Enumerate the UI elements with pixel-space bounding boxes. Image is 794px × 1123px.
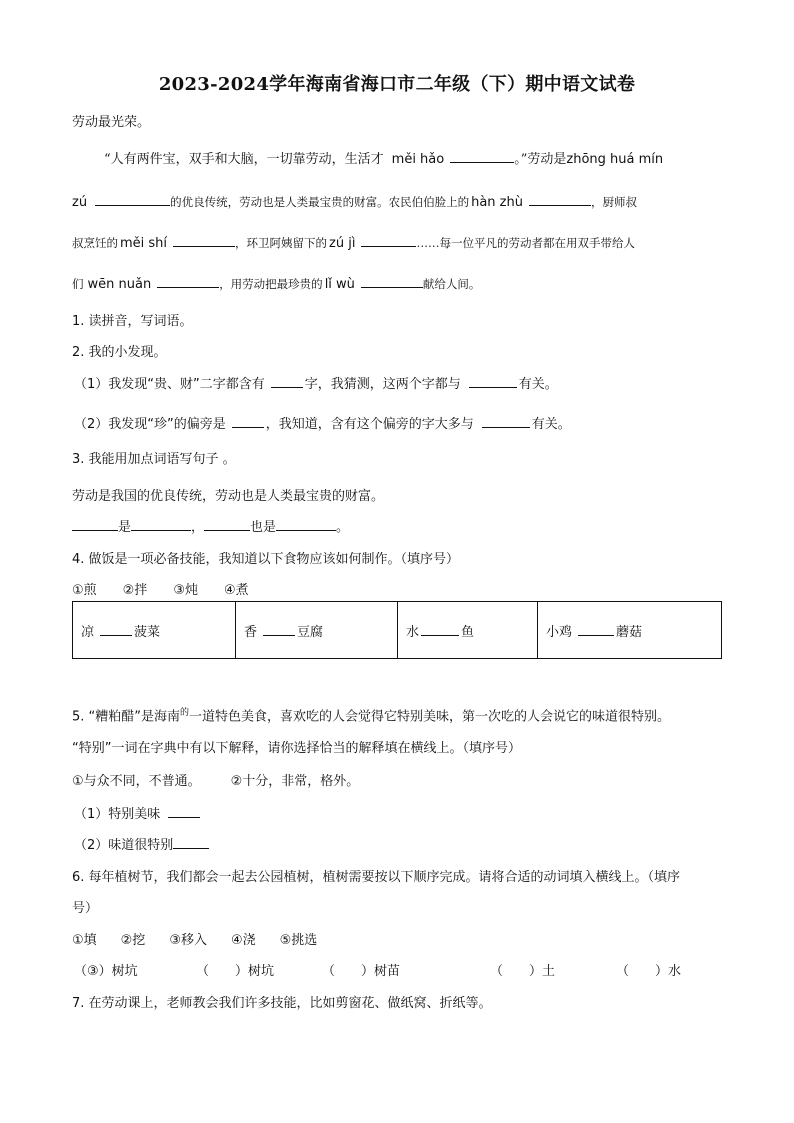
passage-text: ，用劳动把最珍贵的 [219,277,323,291]
answer-blank[interactable] [276,516,336,531]
pinyin: měi hǎo [391,152,445,167]
food-prefix: 小鸡 [546,624,573,640]
option: ③炖 [173,583,198,598]
question-6: 6. 每年植树节，我们都会一起去公园植树，植树需要按以下顺序完成。请将合适的动词填入横线上。（填序 [72,870,681,885]
pinyin: měi shí [120,236,168,251]
table-cell [538,602,722,659]
answer-blank[interactable] [72,516,118,531]
question-1: 1. 读拼音，写词语。 [72,314,193,329]
food-prefix: 香 [244,624,258,640]
option: ④煮 [223,583,249,598]
table-cell [236,602,398,659]
definition: ②十分，非常，格外。 [230,774,360,789]
option: ②拌 [122,583,148,598]
question-6-step-5: （ ）水 [616,964,682,979]
pinyin: zú [72,195,88,210]
answer-blank[interactable] [131,516,191,531]
answer-blank[interactable] [361,232,416,247]
question-2-1 [74,373,558,392]
pinyin: hàn zhù [471,195,523,210]
option: ③移入 [169,933,207,948]
answer-blank[interactable] [173,834,209,849]
question-2-2 [74,413,571,432]
table-cell [73,602,236,659]
question-4: 4. 做饭是一项必备技能，我知道以下食物应该如何制作。（填序号） [72,552,460,567]
question-text: （2）我发现“珍”的偏旁是 [74,417,226,432]
pinyin: zhōng huá mín [566,152,664,167]
question-text: 有关。 [531,417,571,432]
page-title: 2023-2024学年海南省海口市二年级（下）期中语文试卷 [158,74,636,95]
food-name: 鱼 [461,624,475,640]
answer-connector: 也是 [250,520,277,535]
passage-line-2 [72,191,637,210]
option: ⑤挑选 [279,933,318,948]
answer-blank[interactable] [168,803,200,818]
question-text: （1）特别美味 [74,807,161,822]
answer-connector: 。 [336,520,350,535]
food-name: 豆腐 [297,624,324,640]
question-3-answer [72,516,349,535]
answer-blank[interactable] [204,516,250,531]
pinyin: wēn nuǎn [87,277,152,292]
question-text: （1）我发现“贵、财”二字都含有 [74,377,265,392]
answer-connector: 是 [118,520,132,535]
question-4-options [72,579,249,598]
answer-blank[interactable] [361,273,423,288]
passage-text: 。”劳动是 [514,152,567,167]
food-name: 蘑菇 [616,624,643,640]
stray-mark: 的 [180,708,190,718]
question-6-step-1: （③）树坑 [74,964,138,979]
question-3-sentence: 劳动是我国的优良传统，劳动也是人类最宝贵的财富。 [72,489,385,504]
food-prefix: 凉 [81,624,95,640]
question-text: 字，我猜测，这两个字都与 [304,377,461,392]
pinyin: zú jì [329,236,356,251]
question-6-options [72,929,317,948]
question-5-definitions [72,770,359,789]
option: ①煎 [72,583,97,598]
answer-blank[interactable] [173,232,235,247]
definition: ①与众不同，不普通。 [72,774,201,789]
passage-text: ，厨师叔 [590,195,637,209]
answer-blank[interactable] [578,621,614,636]
answer-blank[interactable] [421,621,459,636]
section-title: 劳动最光荣。 [72,115,151,130]
option: ①填 [72,933,97,948]
question-3: 3. 我能用加点词语写句子 。 [72,452,236,467]
pinyin: lǐ wù [324,277,355,292]
question-text: ，我知道，含有这个偏旁的字大多与 [265,417,474,432]
question-2: 2. 我的小发现。 [72,345,167,360]
answer-connector: ， [191,520,205,535]
answer-blank[interactable] [232,413,264,428]
question-text: 有关。 [518,377,558,392]
passage-text: ，环卫阿姨留下的 [235,236,328,250]
passage-text: “人有两件宝，双手和大脑，一切靠劳动，生活才 [104,152,384,167]
passage-line-1 [104,148,663,167]
answer-blank[interactable] [469,373,517,388]
passage-text: 们 [72,277,84,291]
question-6-step-4: （ ）土 [490,964,556,979]
option: ②挖 [120,933,146,948]
question-6-step-2: （ ）树坑 [196,964,275,979]
answer-blank[interactable] [450,148,514,163]
answer-blank[interactable] [263,621,295,636]
answer-blank[interactable] [95,191,170,206]
table-row [73,602,722,659]
question-5-1 [74,803,200,822]
passage-line-3 [72,232,635,251]
food-name: 菠菜 [134,624,161,640]
question-6-step-3: （ ）树苗 [322,964,401,979]
answer-blank[interactable] [529,191,591,206]
answer-blank[interactable] [157,273,219,288]
table-cell [398,602,538,659]
question-5-2 [74,834,209,853]
passage-text: 叔烹饪的 [72,236,118,250]
question-5 [72,705,670,724]
passage-text: ……每一位平凡的劳动者都在用双手带给人 [416,236,635,250]
passage-line-4 [72,273,480,292]
question-5-line-2: “特别”一词在字典中有以下解释，请你选择恰当的解释填在横线上。（填序号） [72,741,521,756]
question-7: 7. 在劳动课上，老师教会我们许多技能，比如剪窗花、做纸窝、折纸等。 [72,996,492,1011]
question-text: 一道特色美食，喜欢吃的人会觉得它特别美味，第一次吃的人会说它的味道很特别。 [189,709,671,725]
passage-text: 献给人间。 [422,277,481,291]
answer-blank[interactable] [100,621,132,636]
food-table [72,601,722,659]
answer-blank[interactable] [482,413,530,428]
question-text: 5. “糟粕醋”是海南 [72,709,181,725]
question-text: （2）味道很特别 [74,838,174,853]
question-6-line-2: 号） [72,901,99,916]
answer-blank[interactable] [271,373,303,388]
option: ④浇 [230,933,256,948]
passage-text: 的优良传统，劳动也是人类最宝贵的财富。农民伯伯脸上的 [170,195,470,209]
food-prefix: 水 [406,624,420,640]
